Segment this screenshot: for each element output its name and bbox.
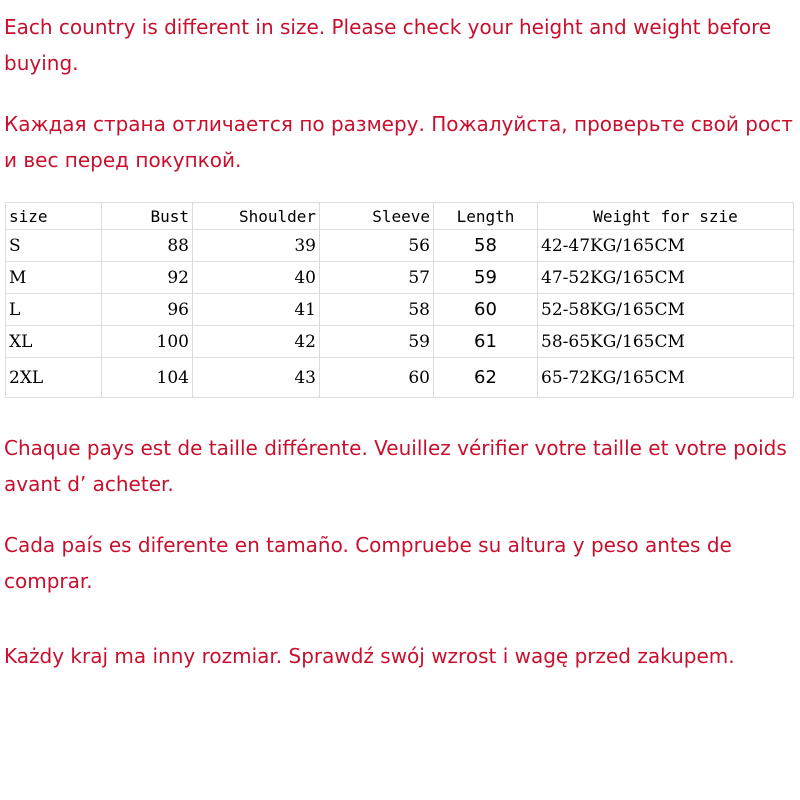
cell-length: 58 bbox=[434, 230, 538, 262]
notice-spanish: Cada país es diferente en tamaño. Compruebe su altura y peso antes de comprar. bbox=[4, 533, 732, 593]
cell-bust: 104 bbox=[102, 358, 193, 398]
cell-length: 62 bbox=[434, 358, 538, 398]
header-sleeve: Sleeve bbox=[320, 203, 434, 230]
header-bust: Bust bbox=[102, 203, 193, 230]
cell-length: 59 bbox=[434, 262, 538, 294]
cell-weight: 65-72KG/165CM bbox=[538, 358, 794, 398]
table-row bbox=[6, 230, 794, 262]
notice-russian: Каждая страна отличается по размеру. Пожалуйста, проверьте свой рост и вес перед покупкой. bbox=[4, 112, 793, 172]
cell-sleeve: 60 bbox=[320, 358, 434, 398]
cell-bust: 88 bbox=[102, 230, 193, 262]
cell-size: 2XL bbox=[6, 358, 102, 398]
notice-french: Chaque pays est de taille différente. Veuillez vérifier votre taille et votre poids avant d’ acheter. bbox=[4, 436, 787, 496]
cell-weight: 47-52KG/165CM bbox=[538, 262, 794, 294]
table-row bbox=[6, 358, 794, 398]
table-row bbox=[6, 262, 794, 294]
cell-sleeve: 57 bbox=[320, 262, 434, 294]
cell-weight: 52-58KG/165CM bbox=[538, 294, 794, 326]
notice-polish: Każdy kraj ma inny rozmiar. Sprawdź swój wzrost i wagę przed zakupem. bbox=[4, 644, 735, 668]
cell-shoulder: 40 bbox=[193, 262, 320, 294]
cell-bust: 92 bbox=[102, 262, 193, 294]
cell-weight: 42-47KG/165CM bbox=[538, 230, 794, 262]
cell-size: L bbox=[6, 294, 102, 326]
size-chart-table bbox=[5, 202, 794, 398]
cell-size: M bbox=[6, 262, 102, 294]
cell-length: 60 bbox=[434, 294, 538, 326]
notice-english: Each country is different in size. Please check your height and weight before buying. bbox=[4, 15, 772, 75]
cell-sleeve: 56 bbox=[320, 230, 434, 262]
cell-shoulder: 43 bbox=[193, 358, 320, 398]
cell-sleeve: 59 bbox=[320, 326, 434, 358]
header-length: Length bbox=[434, 203, 538, 230]
cell-weight: 58-65KG/165CM bbox=[538, 326, 794, 358]
cell-length: 61 bbox=[434, 326, 538, 358]
cell-bust: 96 bbox=[102, 294, 193, 326]
cell-shoulder: 39 bbox=[193, 230, 320, 262]
header-size: size bbox=[6, 203, 102, 230]
cell-size: S bbox=[6, 230, 102, 262]
cell-shoulder: 41 bbox=[193, 294, 320, 326]
header-weight: Weight for szie bbox=[538, 203, 794, 230]
table-row bbox=[6, 294, 794, 326]
cell-size: XL bbox=[6, 326, 102, 358]
cell-bust: 100 bbox=[102, 326, 193, 358]
cell-sleeve: 58 bbox=[320, 294, 434, 326]
table-row bbox=[6, 326, 794, 358]
table-header-row bbox=[6, 203, 794, 230]
header-shoulder: Shoulder bbox=[193, 203, 320, 230]
cell-shoulder: 42 bbox=[193, 326, 320, 358]
